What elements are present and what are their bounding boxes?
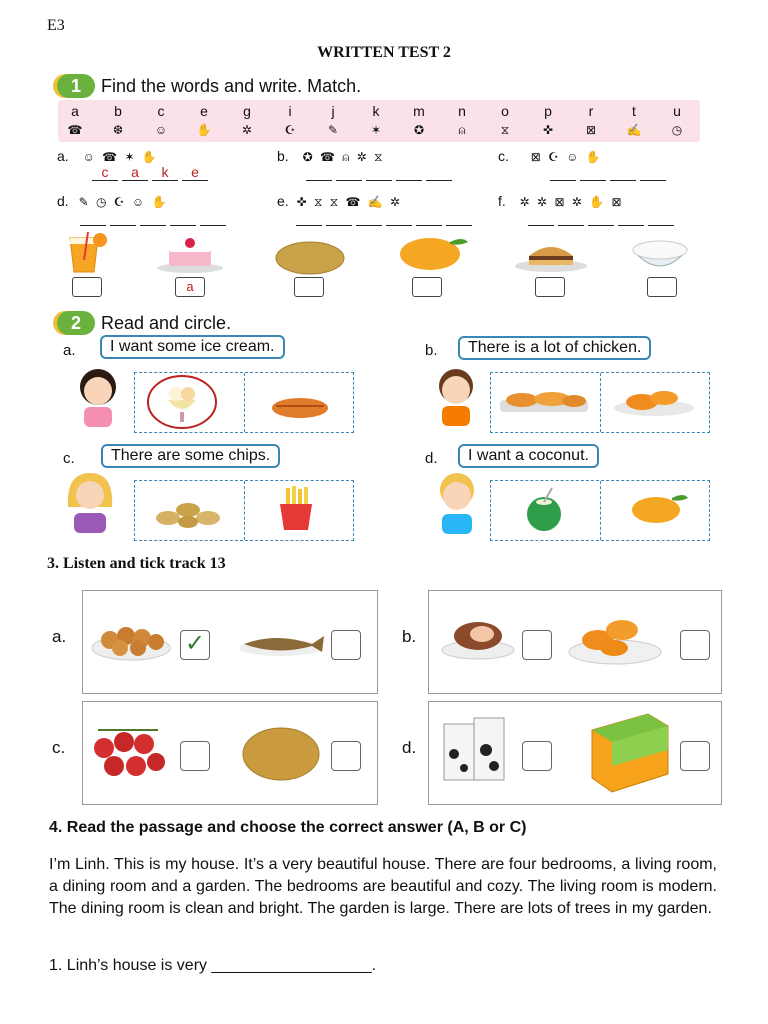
symbol-code-icon: ✲ ✲ ⊠ ✲ ✋ ⊠ [519, 195, 624, 209]
section1-number: 1 [57, 74, 95, 98]
chips-choice[interactable] [274, 486, 318, 532]
code-letter: a [71, 103, 79, 119]
code-letter: t [632, 103, 636, 119]
tick-box[interactable] [331, 630, 361, 660]
code-symbol-icon: ✶ [370, 123, 382, 137]
answer-blanks-e[interactable] [296, 208, 476, 226]
boy-blonde-avatar [428, 468, 486, 534]
meat-picture [438, 612, 516, 662]
boy-avatar [428, 364, 484, 426]
code-symbol-icon: ☎ [67, 123, 83, 137]
code-symbol-icon: ☪ [284, 123, 296, 137]
mango-picture [398, 232, 470, 272]
code-symbol-icon: ◷ [671, 123, 683, 137]
item-label: c. [52, 738, 66, 757]
section1-title: Find the words and write. Match. [101, 76, 362, 96]
code-letter: b [114, 103, 122, 119]
reading-passage: I’m Linh. This is my house. It’s a very beautiful house. There are four bedrooms, a living room, a dining room and a garden. The bedrooms are beautiful and cozy. The living room is modern. The dining room is clean and bright. The garden is large. There are lots of trees in my garden. [49, 856, 717, 917]
code-symbol-icon: ✪ [413, 123, 425, 137]
fish-picture [236, 628, 326, 660]
item-label: b. [425, 342, 438, 359]
code-letter: e [200, 103, 208, 119]
answer-blanks-b[interactable] [306, 163, 456, 181]
section3-title: 3. Listen and tick track 13 [47, 555, 226, 572]
match-box[interactable] [412, 277, 442, 297]
code-letter: r [588, 103, 594, 119]
question-d: d. ✎ ◷ ☪ ☺ ✋ [57, 193, 169, 209]
code-key-strip [58, 100, 700, 142]
rice-bowl-picture [629, 236, 691, 274]
code-letter: p [544, 103, 552, 119]
speech-bubble: There are some chips. [101, 444, 280, 468]
tick-box[interactable] [522, 630, 552, 660]
milk-cartons-picture [440, 714, 514, 790]
tick-box[interactable] [680, 741, 710, 771]
orange-juice-picture [60, 230, 112, 274]
match-box[interactable] [294, 277, 324, 297]
code-letter: j [331, 103, 335, 119]
item-label: d. [402, 738, 417, 757]
check-icon: ✓ [185, 630, 206, 657]
match-box[interactable]: a [175, 277, 205, 297]
code-symbol-icon: ☺ [154, 123, 168, 137]
question-1: 1. Linh’s house is very __________________. [49, 957, 377, 974]
answer-blanks-f[interactable] [528, 208, 678, 226]
match-box[interactable] [535, 277, 565, 297]
match-box[interactable] [72, 277, 102, 297]
girl-blonde-avatar [60, 467, 120, 535]
symbol-code-icon: ☺ ☎ ✶ ✋ [82, 150, 159, 164]
ice-cream-choice[interactable] [146, 374, 218, 430]
code-symbol-icon: ✲ [241, 123, 253, 137]
question-a: a. ☺ ☎ ✶ ✋ [57, 148, 159, 164]
code-letter: n [458, 103, 466, 119]
symbol-code-icon: ✪ ☎ ⍝ ✲ ⧖ [302, 150, 385, 164]
question-b: b. ✪ ☎ ⍝ ✲ ⧖ [277, 148, 385, 164]
code-symbol-icon: ❆ [112, 123, 124, 137]
item-label: a. [63, 342, 76, 359]
test-code: E3 [47, 17, 65, 34]
coconut-choice[interactable] [522, 486, 566, 532]
code-letter: k [372, 103, 380, 119]
tick-box[interactable] [180, 741, 210, 771]
symbol-code-icon: ✎ ◷ ☪ ☺ ✋ [78, 195, 169, 209]
match-box[interactable] [647, 277, 677, 297]
code-letter: u [673, 103, 681, 119]
answer-blanks-d[interactable] [80, 208, 230, 226]
question-c: c. ⊠ ☪ ☺ ✋ [498, 148, 603, 164]
code-letter: c [157, 103, 165, 119]
question-e: e. ✜ ⧖ ⧖ ☎ ✍ ✲ [277, 193, 403, 209]
tick-box[interactable] [680, 630, 710, 660]
mango-choice[interactable] [628, 490, 690, 526]
item-label: a. [52, 627, 67, 646]
juice-boxes-picture [586, 708, 672, 796]
question-f: f. ✲ ✲ ⊠ ✲ ✋ ⊠ [498, 193, 624, 209]
potatoes-choice[interactable] [152, 496, 226, 530]
code-symbol-icon: ✎ [327, 123, 339, 137]
item-label: b. [402, 627, 417, 646]
code-symbol-icon: ✋ [196, 123, 212, 137]
item-label: c. [63, 450, 75, 467]
symbol-code-icon: ⊠ ☪ ☺ ✋ [530, 150, 603, 164]
answer-blanks-c[interactable] [550, 163, 670, 181]
meatballs-picture [90, 618, 172, 662]
speech-bubble: There is a lot of chicken. [458, 336, 651, 360]
code-symbol-icon: ⊠ [585, 123, 597, 137]
answer-blanks-a[interactable]: c a k e [92, 163, 212, 181]
potato-picture [240, 726, 322, 782]
tick-box[interactable] [331, 741, 361, 771]
potato-picture [273, 240, 347, 276]
pie-choice[interactable] [270, 388, 330, 420]
chicken-picture [566, 612, 664, 668]
code-letter: g [243, 103, 251, 119]
tick-box-checked[interactable] [180, 630, 210, 660]
section4-title: 4. Read the passage and choose the correct answer (A, B or C) [49, 819, 527, 836]
section2-title: Read and circle. [101, 313, 232, 333]
speech-bubble: I want some ice cream. [100, 335, 285, 359]
cake-picture [155, 236, 225, 274]
code-symbol-icon: ✜ [542, 123, 554, 137]
chicken-pieces-choice[interactable] [496, 386, 592, 418]
code-symbol-icon: ✍ [626, 123, 642, 137]
code-symbol-icon: ⍝ [458, 123, 466, 137]
girl-avatar [70, 365, 126, 427]
code-letter: m [413, 103, 425, 119]
code-letter: i [288, 103, 292, 119]
tick-box[interactable] [522, 741, 552, 771]
tomatoes-picture [88, 722, 168, 784]
speech-bubble: I want a coconut. [458, 444, 599, 468]
code-letter: o [501, 103, 509, 119]
item-label: d. [425, 450, 438, 467]
section2-number: 2 [57, 311, 95, 335]
page-title: WRITTEN TEST 2 [317, 44, 451, 61]
chicken-legs-choice[interactable] [610, 384, 698, 418]
code-symbol-icon: ⧖ [500, 123, 510, 137]
symbol-code-icon: ✜ ⧖ ⧖ ☎ ✍ ✲ [296, 195, 403, 209]
burger-picture [513, 238, 589, 272]
